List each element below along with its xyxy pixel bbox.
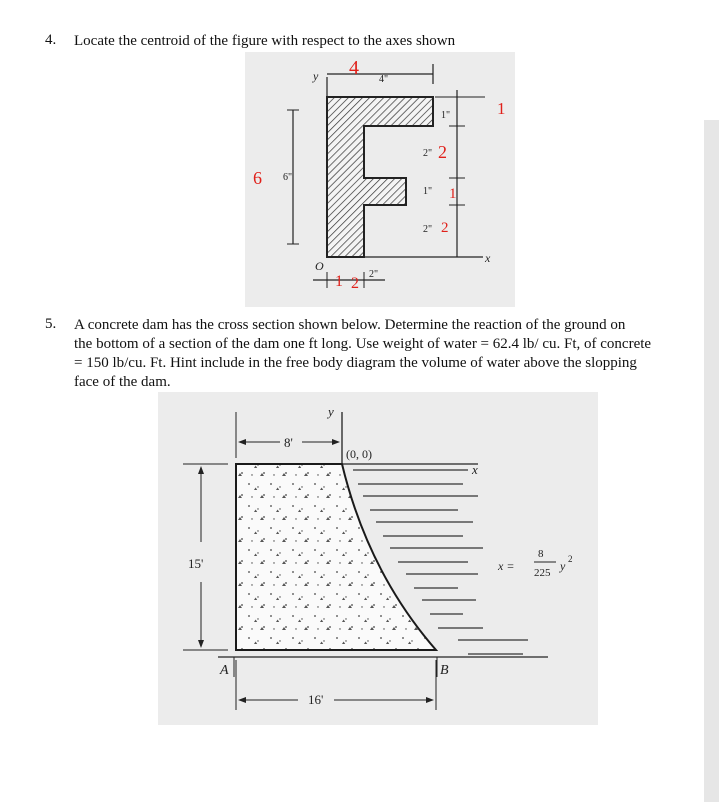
figure-centroid [245, 52, 515, 307]
vertical-scrollbar[interactable] [704, 120, 719, 802]
question-5-body [74, 316, 686, 392]
point-a-label: A [220, 663, 229, 678]
curve-eq-exp: 2 [568, 554, 573, 564]
question-4-text: Locate the centroid of the figure with respect to the axes shown [74, 33, 456, 49]
annotation-4: 4 [349, 57, 359, 79]
annotation-2: 2 [438, 142, 447, 162]
question-4-number: 4. [45, 32, 57, 48]
dim-top-label: 4" [379, 74, 389, 85]
annotation-2-bot: 2 [351, 275, 359, 292]
f-shape [327, 97, 433, 257]
annotation-6: 6 [253, 168, 262, 188]
dam-dim-top-label: 8' [284, 435, 293, 450]
dim-right-bot-label: 2" [423, 224, 433, 235]
dam-diagram [158, 392, 598, 725]
annotation-1-bot: 1 [335, 273, 343, 290]
origin-label: O [315, 259, 324, 273]
curve-eq-left: x = [498, 559, 515, 573]
point-b-label: B [440, 663, 449, 678]
question-5-number: 5. [45, 316, 57, 332]
dim-right-top-label: 1" [441, 110, 451, 121]
centroid-diagram [245, 52, 515, 307]
dam-section [236, 464, 436, 650]
dam-dim-bottom-label: 16' [308, 692, 324, 707]
dim-left-label: 6" [283, 172, 293, 183]
curve-eq-var: y [560, 559, 566, 573]
dam-x-label: x [472, 462, 478, 477]
dim-right-mid2-label: 1" [423, 186, 433, 197]
curve-eq-num: 8 [538, 548, 544, 560]
x-axis-label: x [485, 251, 491, 265]
question-5-line-4: face of the dam. [74, 374, 171, 390]
y-axis-label: y [313, 69, 319, 83]
dim-bottom-label: 2" [369, 269, 379, 280]
dam-height-label: 15' [188, 556, 204, 571]
annotation-1-mid: 1 [449, 186, 457, 202]
dam-origin-label: (0, 0) [346, 447, 372, 461]
question-5-line-1: A concrete dam has the cross section shown below. Determine the reaction of the ground on [74, 317, 626, 333]
annotation-2-low: 2 [441, 220, 449, 236]
annotation-1-top: 1 [497, 99, 506, 118]
dam-y-label: y [328, 404, 334, 419]
figure-dam [158, 392, 598, 725]
curve-eq-den: 225 [534, 567, 551, 579]
question-5-line-2: the bottom of a section of the dam one ft long. Use weight of water = 62.4 lb/ cu. Ft, of concrete [74, 336, 652, 352]
dim-right-mid1-label: 2" [423, 148, 433, 159]
question-5-line-3: = 150 lb/cu. Ft. Hint include in the free body diagram the volume of water above the slopping [74, 355, 637, 371]
